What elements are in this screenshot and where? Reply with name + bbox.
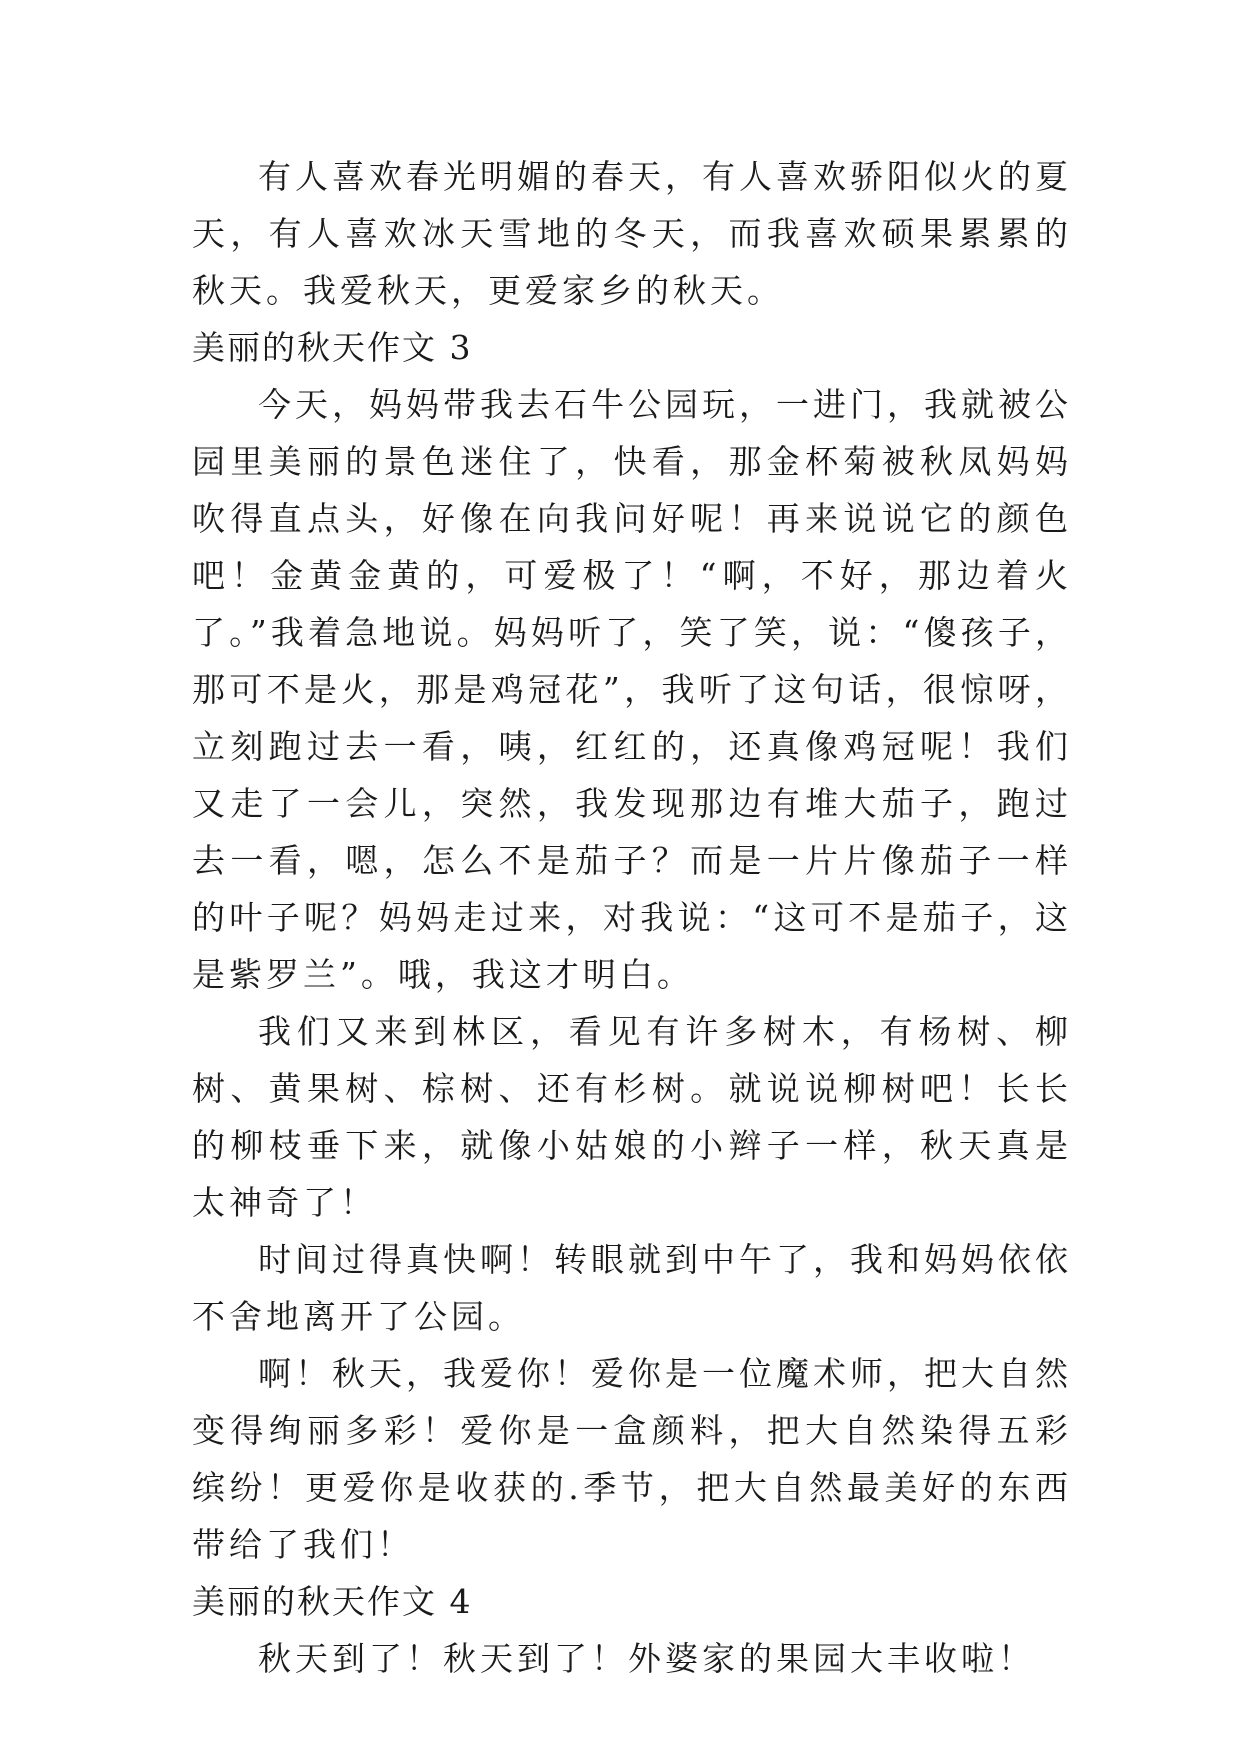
document-body xyxy=(192,148,1072,1687)
essay-heading-4: 美丽的秋天作文 4 xyxy=(192,1582,473,1621)
paragraph-seasons-intro: 有人喜欢春光明媚的春天，有人喜欢骄阳似火的夏天，有人喜欢冰天雪地的冬天，而我喜欢硕果累累的秋天。我爱秋天，更爱家乡的秋天。 xyxy=(192,157,1072,310)
paragraph-leaving-park: 时间过得真快啊！转眼就到中午了，我和妈妈依依不舍地离开了公园。 xyxy=(192,1240,1072,1336)
essay-heading-3: 美丽的秋天作文 3 xyxy=(192,328,473,367)
paragraph-harvest: 秋天到了！秋天到了！外婆家的果园大丰收啦！ xyxy=(258,1639,1035,1678)
paragraph-park-visit: 今天，妈妈带我去石牛公园玩，一进门，我就被公园里美丽的景色迷住了，快看，那金杯菊被秋凤妈妈吹得直点头，好像在向我问好呢！再来说说它的颜色吧！金黄金黄的，可爱极了！“啊，不好，那边着火了。”我着急地说。妈妈听了，笑了笑，说：“傻孩子，那可不是火，那是鸡冠花”，我听了这句话，很惊呀，立刻跑过去一看，咦，红红的，还真像鸡冠呢！我们又走了一会儿，突然，我发现那边有堆大茄子，跑过去一看，嗯，怎么不是茄子？而是一片片像茄子一样的叶子呢？妈妈走过来，对我说：“这可不是茄子，这是紫罗兰”。哦，我这才明白。 xyxy=(192,385,1072,994)
paragraph-forest: 我们又来到林区，看见有许多树木，有杨树、柳树、黄果树、棕树、还有杉树。就说说柳树吧！长长的柳枝垂下来，就像小姑娘的小辫子一样，秋天真是太神奇了！ xyxy=(192,1012,1072,1222)
paragraph-love-autumn: 啊！秋天，我爱你！爱你是一位魔术师，把大自然变得绚丽多彩！爱你是一盒颜料，把大自然染得五彩缤纷！更爱你是收获的.季节，把大自然最美好的东西带给了我们！ xyxy=(192,1354,1072,1564)
